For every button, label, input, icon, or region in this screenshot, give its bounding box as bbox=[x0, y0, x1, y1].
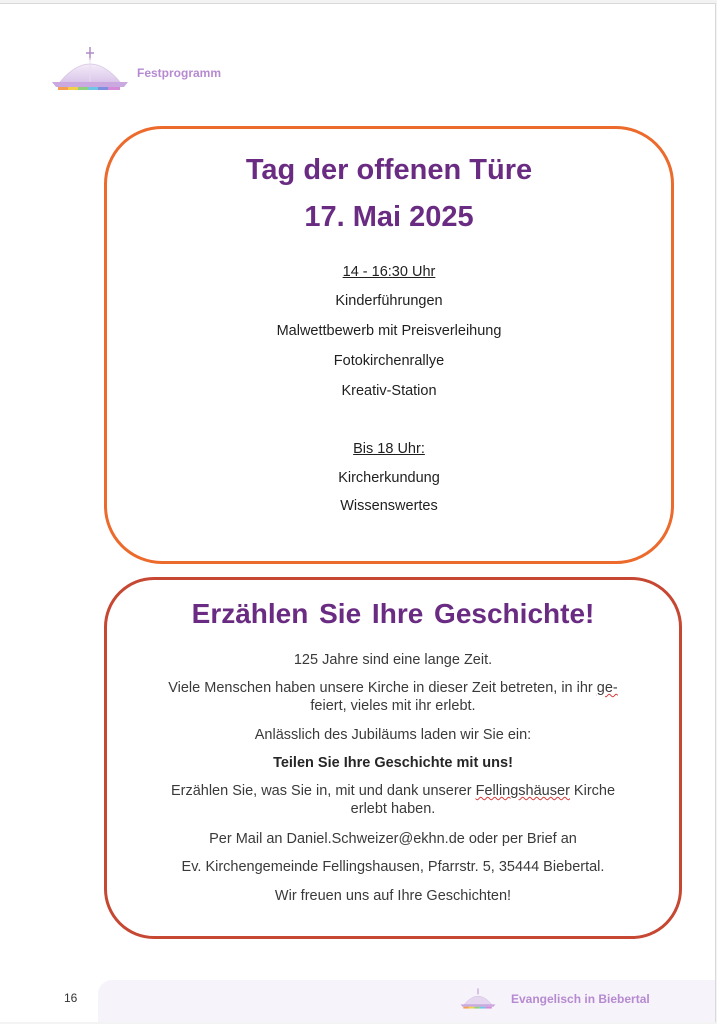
story-line-tell bbox=[127, 782, 659, 818]
open-day-title: Tag der offenen Türe bbox=[245, 154, 533, 186]
page bbox=[0, 3, 716, 1022]
story-line-contact: Per Mail an Daniel.Schweizer@ekhn.de oder per Brief an bbox=[209, 831, 577, 847]
open-day-box bbox=[104, 126, 674, 564]
story-box bbox=[104, 577, 682, 939]
footer-title: Evangelisch in Biebertal bbox=[511, 992, 650, 1006]
story-text: Kirche bbox=[569, 783, 616, 799]
session1-time: 14 - 16:30 Uhr bbox=[342, 264, 436, 280]
session1-item: Kreativ-Station bbox=[341, 383, 437, 399]
story-line-closing: Wir freuen uns auf Ihre Geschichten! bbox=[274, 888, 512, 904]
page-number: 16 bbox=[64, 991, 78, 1005]
story-text: Viele Menschen haben unsere Kirche in dieser Zeit betreten, in ihr bbox=[168, 680, 597, 696]
session2-time: Bis 18 Uhr: bbox=[353, 441, 425, 457]
session2-item: Kircherkundung bbox=[338, 470, 440, 486]
story-title: Erzählen Sie Ihre Geschichte! bbox=[191, 598, 595, 629]
session1-item: Kinderführungen bbox=[335, 293, 443, 309]
story-text: erlebt haben. bbox=[350, 801, 436, 817]
story-text: feiert, vieles mit ihr erlebt. bbox=[310, 698, 476, 714]
session1-item: Malwettbewerb mit Preisverleihung bbox=[276, 323, 502, 339]
story-line-callout: Teilen Sie Ihre Geschichte mit uns! bbox=[273, 755, 513, 771]
session1-item: Fotokirchenrallye bbox=[333, 353, 445, 369]
spelling-marked-word: Fellingshäuser bbox=[475, 783, 570, 799]
header-title: Festprogramm bbox=[137, 66, 222, 80]
session2-item: Wissenswertes bbox=[340, 498, 438, 514]
church-logo-icon bbox=[459, 987, 497, 1009]
open-day-date: 17. Mai 2025 bbox=[304, 201, 474, 233]
story-text: Erzählen Sie, was Sie in, mit und dank unserer bbox=[170, 783, 476, 799]
story-line-visitors bbox=[127, 679, 659, 715]
church-logo-icon bbox=[50, 44, 130, 92]
story-line-invitation: Anlässlich des Jubiläums laden wir Sie ein: bbox=[254, 727, 532, 743]
story-line-address: Ev. Kirchengemeinde Fellingshausen, Pfarrstr. 5, 35444 Biebertal. bbox=[181, 859, 605, 875]
story-line-intro: 125 Jahre sind eine lange Zeit. bbox=[293, 652, 493, 668]
spelling-marked-word: ge- bbox=[596, 680, 618, 696]
